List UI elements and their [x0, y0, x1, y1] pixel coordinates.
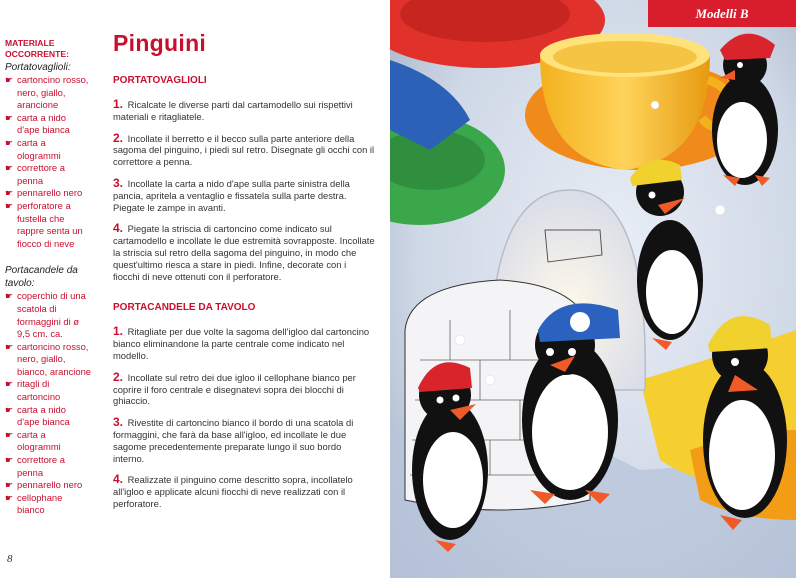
step-paragraph: [113, 99, 375, 123]
material-item: [5, 429, 91, 454]
pointing-hand-icon: ☛: [5, 291, 14, 302]
material-item-text: cellophane bianco: [17, 491, 63, 516]
steps-napkin-holder: [113, 99, 375, 282]
step-number: 1.: [113, 97, 124, 111]
pointing-hand-icon: ☛: [5, 429, 14, 440]
material-item: [5, 492, 91, 517]
pointing-hand-icon: ☛: [5, 137, 14, 148]
material-item-text: carta a ologrammi: [17, 136, 61, 161]
material-item-text: correttore a penna: [17, 454, 65, 478]
step-paragraph: [113, 223, 375, 282]
step-number: 3.: [113, 175, 124, 190]
pointing-hand-icon: ☛: [5, 492, 14, 503]
pointing-hand-icon: ☛: [5, 455, 14, 466]
left-page: [0, 0, 390, 578]
material-item-text: correttore a penna: [17, 162, 65, 186]
material-item-text: carta a nido d'ape bianca: [17, 111, 70, 136]
material-item: [5, 479, 91, 492]
material-item: [5, 454, 91, 479]
materials-list-candle-holder: [5, 290, 91, 517]
step-number: 1.: [113, 324, 124, 339]
step-paragraph: [113, 130, 375, 168]
step-paragraph: [113, 474, 375, 509]
step-text: Incollate la carta a nido d'ape sulla parte sinistra della pancia, apritela a ventaglio e fissatela sulla parte destra. Piegate le zampe in avanti.: [113, 177, 350, 213]
material-item: [5, 404, 91, 429]
page-title: Pinguini: [113, 30, 207, 56]
step-paragraph: [113, 369, 375, 407]
material-item-text: ritagli di cartoncino: [17, 378, 61, 403]
material-item: [5, 74, 91, 112]
material-item-text: cartoncino rosso, nero, giallo, arancione: [17, 74, 89, 111]
models-badge: Modelli B: [648, 0, 796, 27]
step-paragraph: [113, 175, 375, 213]
material-item: [5, 187, 91, 200]
pointing-hand-icon: ☛: [5, 480, 14, 491]
photo-page: [390, 0, 796, 578]
page-number: 8: [7, 553, 13, 565]
materials-subtitle-napkin-holder: Portatovaglioli:: [5, 62, 71, 73]
pointing-hand-icon: ☛: [5, 341, 14, 352]
material-item-text: carta a ologrammi: [17, 428, 61, 453]
pointing-hand-icon: ☛: [5, 404, 14, 415]
step-text: Incollate sul retro dei due igloo il cellophane bianco per coprire il foro centrale e disegnatevi sopra dei blocchi di ghiaccio.: [113, 371, 356, 407]
materials-subtitle-candle-holder: Portacandele da tavolo:: [5, 265, 78, 290]
material-item: [5, 137, 91, 162]
pointing-hand-icon: ☛: [5, 75, 14, 85]
material-item: [5, 290, 91, 340]
step-number: 2.: [113, 369, 124, 384]
material-item-text: carta a nido d'ape bianca: [17, 403, 70, 428]
instructions: [113, 30, 375, 520]
material-item: [5, 341, 91, 379]
material-item: [5, 200, 91, 250]
material-item: [5, 378, 91, 403]
step-text: Realizzate il pinguino come descritto sopra, incollatelo all'igloo e applicate alcuni fiocchi di neve realizzati con il perforatore.: [113, 474, 353, 509]
material-item-text: pennarello nero: [17, 479, 83, 491]
section-heading-candle-holder: PORTACANDELE DA TAVOLO: [113, 302, 256, 314]
steps-candle-holder: [113, 326, 375, 509]
pointing-hand-icon: ☛: [5, 163, 14, 174]
material-item: [5, 112, 91, 137]
step-number: 2.: [113, 130, 124, 145]
material-item-text: perforatore a fustella che rappre senta un fiocco di neve: [17, 199, 83, 249]
pointing-hand-icon: ☛: [5, 112, 14, 123]
material-item: [5, 162, 91, 187]
section-heading-napkin-holder: PORTATOVAGLIOLI: [113, 75, 207, 86]
materials-list-napkin-holder: [5, 74, 91, 250]
materials-heading: MATERIALE OCCORRENTE:: [5, 38, 69, 59]
pointing-hand-icon: ☛: [5, 188, 14, 199]
penguin-craft-photo: [390, 0, 796, 578]
step-text: Incollate il berretto e il becco sulla parte anteriore della sagoma del pinguino, i piedi sul retro. Disegnate gli occhi con il correttore a penna.: [113, 132, 375, 168]
material-item-text: cartoncino rosso, nero, giallo, bianco, arancione: [17, 340, 92, 377]
materials-sidebar: [5, 38, 91, 517]
step-text: Ricalcate le diverse parti dal cartamodello sui rispettivi materiali e ritagliatele.: [113, 99, 353, 122]
material-item-text: coperchio di una scatola di formaggini di ø 9,5 cm. ca.: [17, 290, 86, 340]
step-number: 4.: [113, 221, 124, 236]
step-number: 3.: [113, 415, 124, 430]
step-paragraph: [113, 417, 375, 464]
step-text: Rivestite di cartoncino bianco il bordo di una scatola di formaggini, che farà da base all'igloo, ed incollate le due sagome precedentemente preparate lungo il suo bordo interno.: [113, 417, 354, 464]
step-text: Piegate la striscia di cartoncino come indicato sul cartamodello e incollate le due estremità sovrapposte. Incollate la striscia sul retro della sagoma del pinguino, in modo che quest'ultimo riesca a stare in piedi. Infine, decorate con i fiocchi di neve ottenuti con il perforatore.: [113, 223, 375, 282]
step-number: 4.: [113, 472, 124, 487]
pointing-hand-icon: ☛: [5, 379, 14, 390]
step-paragraph: [113, 326, 375, 361]
pointing-hand-icon: ☛: [5, 200, 14, 211]
step-text: Ritagliate per due volte la sagoma dell'igloo dal cartoncino bianco eliminandone la parte centrale come indicato nel modello.: [113, 326, 370, 361]
material-item-text: pennarello nero: [17, 187, 83, 199]
